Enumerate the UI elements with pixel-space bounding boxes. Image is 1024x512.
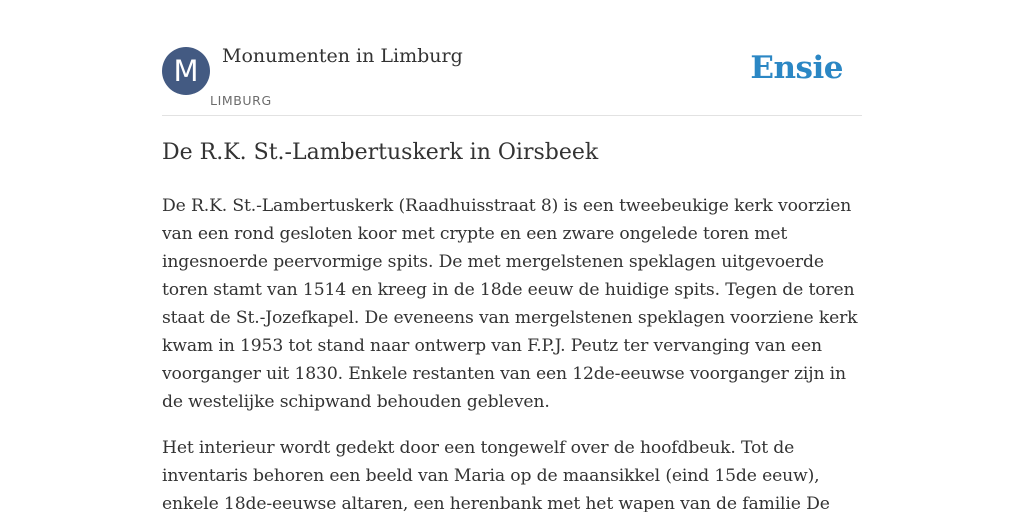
page-container [162,0,862,512]
category-link[interactable]: LIMBURG [210,93,272,108]
article-title: De R.K. St.-Lambertuskerk in Oirsbeek [162,140,599,165]
article-body [162,192,862,512]
article-paragraph: Het interieur wordt gedekt door een tongewelf over de hoofdbeuk. Tot de inventaris behoren een beeld van Maria op de maansikkel (eind 15de eeuw), enkele 18de-eeuwse altaren, een herenbank met het wapen van de familie De [162,438,830,512]
collection-avatar[interactable] [162,47,210,95]
collection-header [162,0,862,116]
brand-logo[interactable]: Ensie [750,50,843,86]
collection-title[interactable]: Monumenten in Limburg [222,45,463,67]
article-paragraph: De R.K. St.-Lambertuskerk (Raadhuisstraat 8) is een tweebeukige kerk voorzien van een rond gesloten koor met crypte en een zware ongelede toren met ingesnoerde peervormige spits. De met mergelstenen speklagen uitgevoerde toren stamt van 1514 en kreeg in de 18de eeuw de huidige spits. Tegen de toren staat de St.-Jozefkapel. De eveneens van mergelstenen speklagen voorziene kerk kwam in 1953 tot stand naar ontwerp van F.P.J. Peutz ter vervanging van een voorganger uit 1830. Enkele restanten van een 12de-eeuwse voorganger zijn in de westelijke schipwand behouden gebleven. [162,196,858,412]
avatar-letter: M [173,53,199,88]
